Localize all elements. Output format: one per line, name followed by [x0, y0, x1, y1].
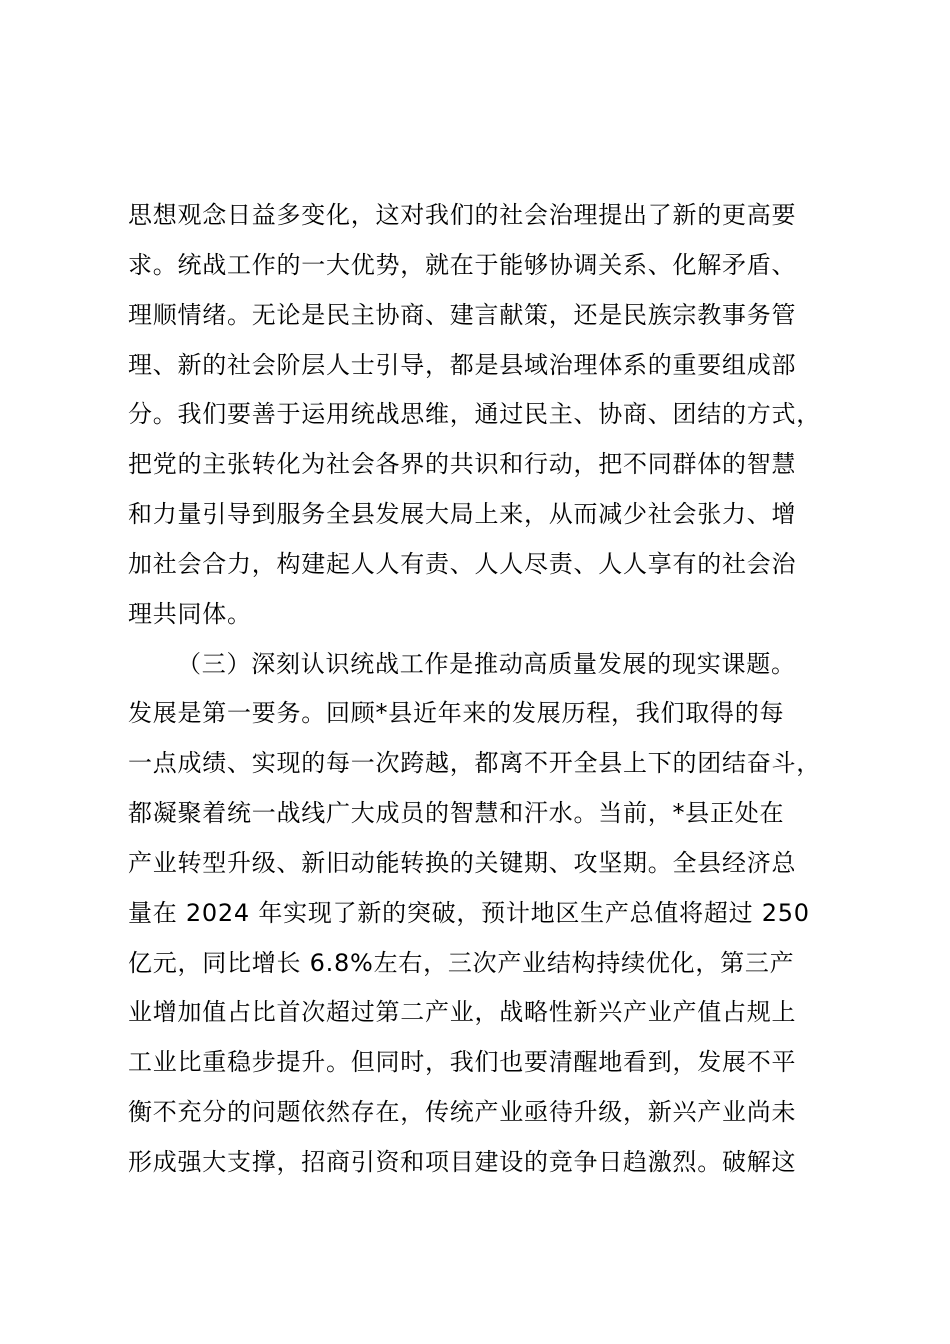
body-text-line: 一点成绩、实现的每一次跨越，都离不开全县上下的团结奋斗，	[128, 749, 821, 778]
body-text-line: 分。我们要善于运用统战思维，通过民主、协商、团结的方式，	[128, 400, 821, 429]
body-text-line: 量在 2024 年实现了新的突破，预计地区生产总值将超过 250	[128, 898, 810, 927]
body-text-line: 加社会合力，构建起人人有责、人人尽责、人人享有的社会治	[128, 549, 797, 578]
body-text-line: 和力量引导到服务全县发展大局上来，从而减少社会张力、增	[128, 500, 797, 529]
body-text-line: 发展是第一要务。回顾*县近年来的发展历程，我们取得的每	[128, 699, 785, 728]
body-text-line: 产业转型升级、新旧动能转换的关键期、攻坚期。全县经济总	[128, 848, 797, 877]
body-text-line: 把党的主张转化为社会各界的共识和行动，把不同群体的智慧	[128, 450, 797, 479]
body-text-line: 理共同体。	[128, 599, 252, 628]
body-text-line: 思想观念日益多变化，这对我们的社会治理提出了新的更高要	[128, 201, 797, 229]
body-text-line: 理、新的社会阶层人士引导，都是县域治理体系的重要组成部	[128, 350, 797, 379]
body-text-line: 衡不充分的问题依然存在，传统产业亟待升级，新兴产业尚未	[128, 1098, 797, 1127]
body-text-line: 亿元，同比增长 6.8%左右，三次产业结构持续优化，第三产	[128, 948, 795, 977]
body-text-line: 求。统战工作的一大优势，就在于能够协调关系、化解矛盾、	[128, 250, 797, 279]
body-text-line: 工业比重稳步提升。但同时，我们也要清醒地看到，发展不平	[128, 1048, 797, 1077]
body-text-line: 理顺情绪。无论是民主协商、建言献策，还是民族宗教事务管	[128, 300, 797, 329]
section-heading: （三）深刻认识统战工作是推动高质量发展的现实课题。	[177, 649, 796, 678]
body-text-line: 形成强大支撑，招商引资和项目建设的竞争日趋激烈。破解这	[128, 1147, 797, 1176]
body-text-line: 都凝聚着统一战线广大成员的智慧和汗水。当前，*县正处在	[128, 799, 785, 828]
body-text-line: 业增加值占比首次超过第二产业，战略性新兴产业产值占规上	[128, 998, 797, 1027]
